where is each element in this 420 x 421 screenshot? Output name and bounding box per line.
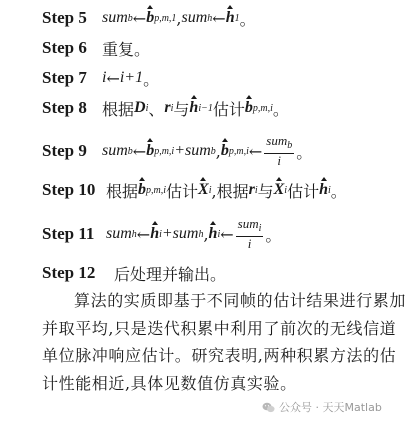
math-subscript: h (131, 228, 137, 240)
math-comma: , (176, 8, 182, 28)
math-b-hat: b (220, 142, 229, 159)
text-and: 与 (257, 181, 274, 201)
step-8 (42, 95, 289, 121)
step-label: Step 5 (42, 8, 87, 27)
math-b-hat: b (138, 181, 147, 198)
math-r: r (164, 99, 171, 116)
math-subscript: b (127, 12, 133, 24)
math-arrow: ← (248, 141, 263, 161)
math-subscript: h (207, 12, 213, 24)
math-subscript: b (210, 145, 216, 157)
math-b-hat: b (146, 9, 155, 26)
wechat-icon (262, 402, 275, 413)
step-6-text: 重复。 (102, 39, 151, 59)
math-arrow: ← (220, 224, 234, 244)
math-subscript: i (327, 184, 331, 196)
math-X-hat: X (198, 181, 209, 198)
watermark (262, 399, 382, 415)
math-i-plus-1: i+1 (119, 69, 144, 86)
math-sum: sum (266, 133, 288, 148)
step-label: Step 9 (42, 141, 87, 160)
step-10 (42, 177, 347, 203)
fraction-denominator: i (247, 236, 252, 251)
math-subscript: p,m,1 (154, 12, 177, 24)
text-estimate: 估计 (166, 181, 199, 201)
math-h-hat: h (319, 181, 328, 198)
step-9 (42, 133, 312, 169)
step-12-text: 后处理并输出。 (114, 264, 227, 284)
math-subscript: p,m,i (146, 184, 167, 196)
math-h-hat: h (208, 225, 218, 242)
math-period: 。 (272, 99, 289, 119)
math-fraction (264, 134, 294, 168)
math-i: i (102, 69, 107, 86)
step-9-expression (102, 134, 312, 168)
math-b-hat: b (244, 99, 253, 116)
math-period: 。 (330, 181, 347, 201)
step-8-expression (102, 97, 289, 120)
math-arrow: ← (212, 8, 226, 28)
math-plus-sum: +sum (161, 225, 199, 242)
math-b-hat: b (146, 142, 155, 159)
step-label: Step 7 (42, 68, 87, 87)
text-according-to: 根据 (102, 99, 135, 119)
math-subscript: p,m,i (154, 145, 175, 157)
math-subscript: 1 (234, 12, 240, 24)
math-subscript: i (254, 184, 258, 196)
math-subscript: p,m,i (228, 145, 249, 157)
math-subscript: i (208, 184, 212, 196)
math-subscript: p,m,i (252, 102, 273, 114)
math-comma: , (203, 224, 209, 244)
math-period: 。 (296, 142, 313, 162)
math-r: r (248, 181, 255, 198)
math-h-hat: h (150, 225, 160, 242)
fraction-numerator (236, 217, 264, 237)
math-fraction (236, 217, 264, 251)
step-label: Step 12 (42, 263, 96, 282)
math-arrow: ← (132, 141, 147, 161)
step-label: Step 11 (42, 224, 95, 243)
paragraph-line: 单位脉冲响应估计。研究表明,两种积累方法的估 (42, 346, 397, 365)
paragraph-line: 计性能相近,具体见数值仿真实验。 (42, 373, 297, 393)
math-period: 。 (265, 225, 282, 245)
fraction-denominator: i (277, 153, 282, 168)
text-estimate: 估计 (287, 181, 320, 201)
fraction-numerator (264, 134, 294, 154)
math-period: 。 (239, 9, 256, 29)
step-11-expression (106, 217, 281, 251)
math-subscript: i (170, 102, 174, 114)
text-according-to: 根据 (106, 181, 139, 201)
math-D: D (134, 99, 146, 116)
step-5-expression (102, 7, 256, 30)
text-separator: 、 (148, 99, 165, 119)
step-7-expression (102, 67, 159, 90)
math-subscript: i (258, 223, 262, 234)
math-subscript: b (287, 140, 293, 151)
math-sum: sum (102, 9, 128, 26)
step-12 (42, 260, 226, 286)
step-5 (42, 5, 256, 31)
step-6 (42, 35, 150, 61)
math-sum: sum (106, 225, 132, 242)
paragraph-line: 并取平均,只是迭代积累中利用了前次的无线信道 (42, 318, 397, 338)
math-subscript: i (284, 184, 288, 196)
math-comma: , (215, 141, 221, 161)
text-and: 与 (173, 99, 190, 119)
step-label: Step 8 (42, 98, 87, 117)
math-h-hat: h (225, 9, 235, 26)
math-sum: sum (181, 9, 208, 26)
math-h-hat: h (189, 99, 199, 116)
math-subscript: i−1 (198, 102, 213, 114)
math-sum: sum (237, 216, 259, 231)
body-paragraph (42, 287, 406, 397)
math-sum: sum (102, 142, 128, 159)
step-10-expression (106, 179, 347, 202)
math-subscript: i (145, 102, 149, 114)
math-arrow: ← (106, 68, 120, 88)
step-7 (42, 65, 159, 91)
math-subscript: i (159, 228, 162, 240)
step-11 (42, 216, 281, 252)
math-arrow: ← (136, 224, 151, 244)
text-separator: ,根据 (211, 181, 249, 201)
step-label: Step 10 (42, 180, 96, 199)
math-period: 。 (143, 69, 160, 89)
math-subscript: i (217, 228, 221, 240)
math-subscript: h (198, 228, 204, 240)
math-plus-sum: +sum (174, 142, 211, 159)
step-label: Step 6 (42, 38, 87, 57)
text-estimate: 估计 (212, 99, 245, 119)
watermark-text: 公众号 · 天天Matlab (279, 401, 382, 414)
paragraph-line: 算法的实质即基于不同帧的估计结果进行累加 (74, 291, 407, 310)
math-X-hat: X (273, 181, 285, 198)
math-subscript: b (127, 145, 133, 157)
math-arrow: ← (132, 8, 147, 28)
